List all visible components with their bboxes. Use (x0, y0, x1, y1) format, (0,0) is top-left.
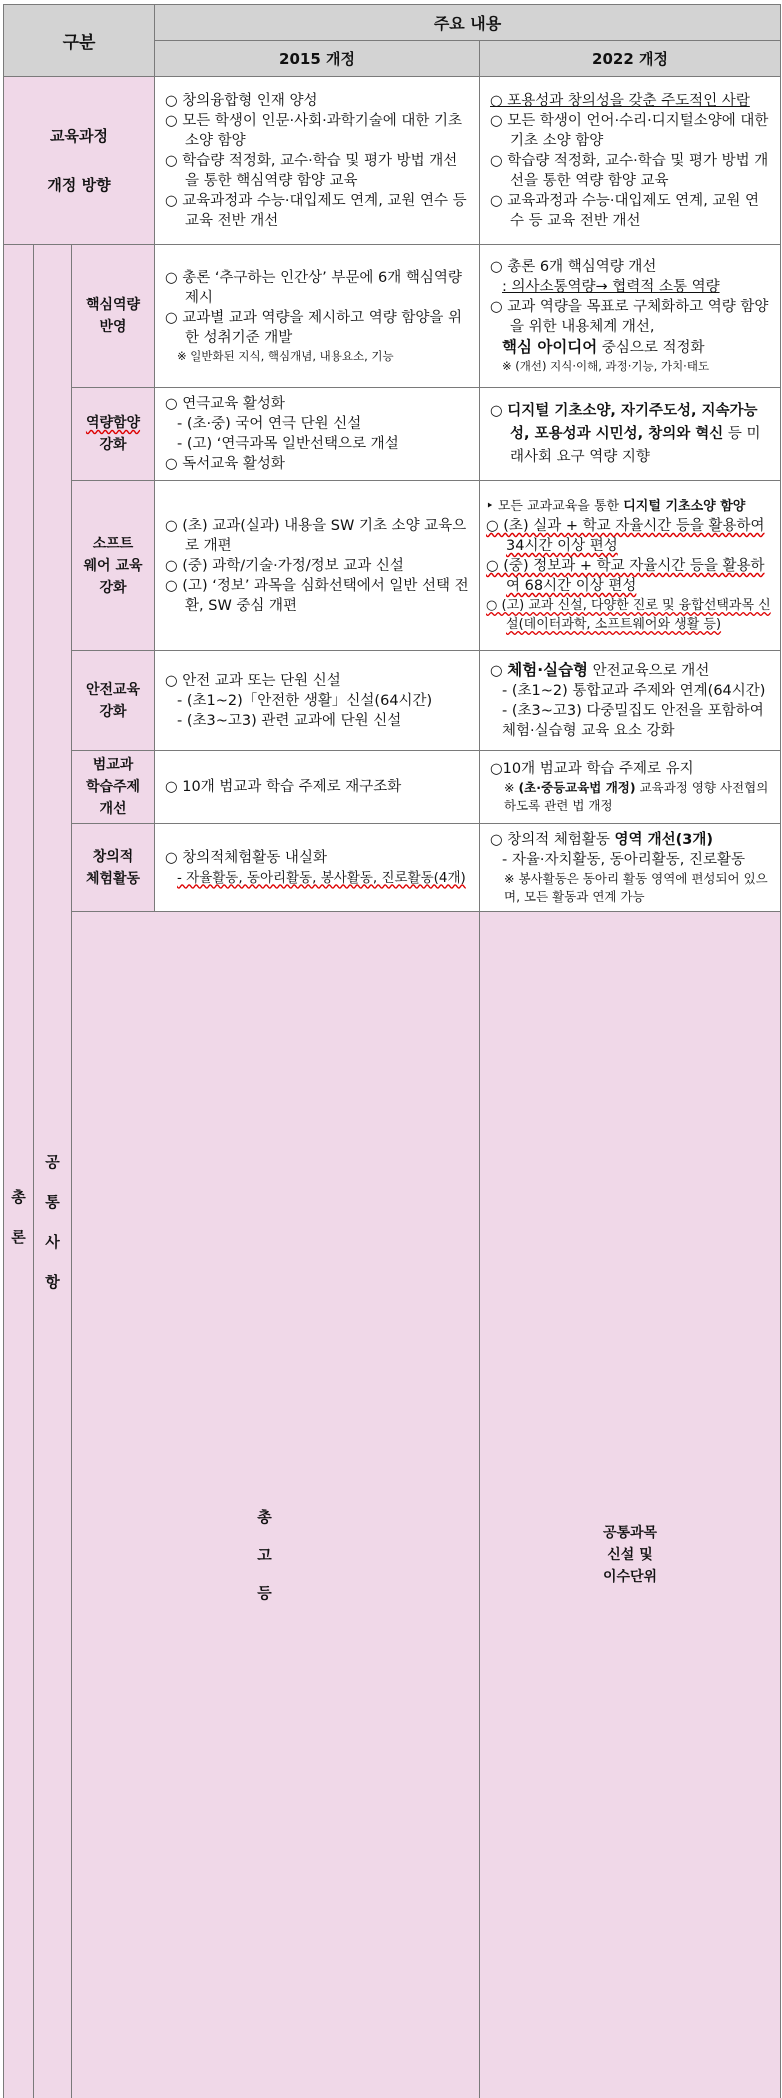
label-highschool-2: 신설 및 (480, 1544, 780, 1566)
cell-crosscurr-2015 (155, 751, 480, 824)
text: ‣ 모든 교과교육을 통한 (486, 499, 623, 514)
label-crosscurr-2: 학습주제 (72, 776, 154, 798)
keyword: 영역 개선(3개) (615, 832, 713, 848)
label-software-2: 웨어 교육 (72, 555, 154, 577)
cell-competency-2015 (155, 245, 480, 388)
list-item: ○ 창의융합형 인재 양성 (165, 91, 471, 111)
cell-capacity-2015 (155, 388, 480, 481)
text: ○ 창의적 체험활동 (490, 832, 615, 848)
list-item: ○ 교육과정과 수능·대입제도 연계, 교원 연수 등 교육 전반 개선 (165, 191, 471, 231)
label-crosscurr-1: 범교과 (72, 754, 154, 776)
cell-creative-2015 (155, 824, 480, 912)
header-2015: 2015 개정 (155, 41, 480, 77)
cell-software-2015 (155, 481, 480, 651)
list-item: ○ 모든 학생이 인문·사회·과학기술에 대한 기초 소양 함양 (165, 111, 471, 151)
label-competency (72, 245, 155, 388)
list-item: ○ (초) 실과 + 학교 자율시간 등을 활용하여 34시간 이상 편성 (486, 516, 772, 556)
label-direction-2: 개정 방향 (4, 174, 154, 197)
text: 등 미래사회 요구 역량 지향 (510, 426, 761, 465)
list-item: - (초3~고3) 다중밀집도 안전을 포함하여 체험·실습형 교육 요소 강화 (490, 701, 772, 741)
list-item: ○ (고) 교과 신설, 다양한 진로 및 융합선택과목 신설(데이터과학, 소프트웨어와 생활 등) (486, 596, 772, 634)
label-safety (72, 651, 155, 751)
label-highschool-1: 공통과목 (480, 1522, 780, 1544)
note: ※ 일반화된 지식, 핵심개념, 내용요소, 기능 (165, 348, 471, 365)
list-item: - (초1~2)「안전한 생활」신설(64시간) (165, 691, 471, 711)
label-software (72, 481, 155, 651)
label-direction-1: 교육과정 (4, 125, 154, 148)
chonggo-text: 총고등 (246, 1498, 306, 1612)
list-item: ○ 독서교육 활성화 (165, 454, 471, 474)
cell-direction-2022 (480, 77, 781, 245)
cell-safety-2015 (155, 651, 480, 751)
row-capacity (4, 388, 781, 481)
cell-safety-2022 (480, 651, 781, 751)
list-item: - (고) ‘연극과목 일반선택으로 개설 (165, 434, 471, 454)
cell-direction-2015 (155, 77, 480, 245)
list-item: ○ 학습량 적정화, 교수·학습 및 평가 방법 개선을 통한 역량 함양 교육 (490, 151, 772, 191)
label-crosscurr-3: 개선 (72, 798, 154, 820)
note: ※ 봉사활동은 동아리 활동 영역에 편성되어 있으며, 모든 활동과 연계 가능 (490, 870, 772, 906)
list-item: - (초1~2) 통합교과 주제와 연계(64시간) (490, 681, 772, 701)
label-creative (72, 824, 155, 912)
list-item: ○ 모든 학생이 언어·수리·디지털소양에 대한 기초 소양 함양 (490, 111, 772, 151)
cell-competency-2022 (480, 245, 781, 388)
list-item: ○ 학습량 적정화, 교수·학습 및 평가 방법 개선을 통한 핵심역량 함양 교육 (165, 151, 471, 191)
label-direction (4, 77, 155, 245)
label-highschool (480, 912, 781, 2098)
bullet: ○ (490, 403, 507, 419)
row-competency (4, 245, 781, 388)
cell-creative-2022 (480, 824, 781, 912)
note-mark: ※ (504, 780, 518, 795)
label-capacity (72, 388, 155, 481)
label-safety-2: 강화 (72, 701, 154, 723)
label-chonggo (72, 912, 480, 2098)
row-direction (4, 77, 781, 245)
header-gubun: 구분 (4, 5, 155, 77)
label-software-1: 소프트 (72, 533, 154, 555)
label-gongtong (34, 245, 72, 2098)
curriculum-comparison-table (3, 4, 781, 2098)
cell-software-2022 (480, 481, 781, 651)
label-competency-1: 핵심역량 (72, 294, 154, 316)
list-item: ○ 교과 역량을 목표로 구체화하고 역량 함양을 위한 내용체계 개선, (490, 297, 772, 337)
list-item: ○ (중) 과학/기술·가정/정보 교과 신설 (165, 556, 471, 576)
list-item: ○ 10개 범교과 학습 주제로 재구조화 (165, 777, 471, 797)
bullet: ○ (490, 663, 507, 679)
list-item: - (초·중) 국어 연극 단원 신설 (165, 414, 471, 434)
cell-capacity-2022 (480, 388, 781, 481)
label-chongron (4, 245, 34, 2098)
list-item: ○ 총론 ‘추구하는 인간상’ 부문에 6개 핵심역량 제시 (165, 268, 471, 308)
list-item: - 자율활동, 동아리활동, 봉사활동, 진로활동(4개) (165, 868, 471, 888)
note: ※ (개선) 지식·이해, 과정·기능, 가치·태도 (490, 358, 772, 375)
label-creative-2: 체험활동 (72, 868, 154, 890)
list-item: - (초3~고3) 관련 교과에 단원 신설 (165, 711, 471, 731)
list-item: ○ 연극교육 활성화 (165, 394, 471, 414)
keyword: 디지털 기초소양, 자기주도성, 지속가능성, 포용성과 시민성, 창의와 혁신 (507, 403, 757, 442)
list-item: ○ 안전 교과 또는 단원 신설 (165, 671, 471, 691)
list-item: ○ (초) 교과(실과) 내용을 SW 기초 소양 교육으로 개편 (165, 516, 471, 556)
row-crosscurr (4, 751, 781, 824)
list-item: ○ (고) ‘정보’ 과목을 심화선택에서 일반 선택 전환, SW 중심 개편 (165, 576, 471, 616)
list-item: : 의사소통역량→ 협력적 소통 역량 (490, 277, 772, 297)
text: 안전교육으로 개선 (588, 663, 709, 679)
text: 중심으로 적정화 (597, 340, 704, 356)
text: 교육과정 영향 사전협의하도록 관련 법 개정 (504, 780, 768, 813)
label-safety-1: 안전교육 (72, 679, 154, 701)
label-creative-1: 창의적 (72, 846, 154, 868)
keyword: (초·중등교육법 개정) (518, 780, 635, 795)
list-item: ○ (중) 정보과 + 학교 자율시간 등을 활용하여 68시간 이상 편성 (486, 556, 772, 596)
row-creative (4, 824, 781, 912)
list-item: ○10개 범교과 학습 주제로 유지 (490, 759, 772, 779)
header-2022: 2022 개정 (480, 41, 781, 77)
label-highschool-3: 이수단위 (480, 1566, 780, 1588)
label-capacity-1: 역량함양 (72, 412, 154, 434)
chongron-text: 총론 (11, 1177, 27, 1257)
list-item: ○ 총론 6개 핵심역량 개선 (490, 257, 772, 277)
list-item: ○ 교과별 교과 역량을 제시하고 역량 함양을 위한 성취기준 개발 (165, 308, 471, 348)
list-item: ○ 창의적체험활동 내실화 (165, 848, 471, 868)
label-crosscurr (72, 751, 155, 824)
keyword: 체험·실습형 (507, 661, 588, 679)
gongtong-text: 공통사항 (45, 1142, 61, 1302)
list-item: ○ 포용성과 창의성을 갖춘 주도적인 사람 (490, 91, 772, 111)
list-item: ○ 교육과정과 수능·대입제도 연계, 교원 연수 등 교육 전반 개선 (490, 191, 772, 231)
row-highschool (4, 912, 781, 2098)
row-safety (4, 651, 781, 751)
keyword: 디지털 기초소양 함양 (623, 499, 745, 514)
cell-crosscurr-2022 (480, 751, 781, 824)
header-main-content: 주요 내용 (155, 5, 781, 41)
label-software-3: 강화 (72, 577, 154, 599)
label-competency-2: 반영 (72, 316, 154, 338)
keyword: 핵심 아이디어 (502, 338, 597, 356)
row-software (4, 481, 781, 651)
label-capacity-2: 강화 (72, 434, 154, 456)
list-item: - 자율·자치활동, 동아리활동, 진로활동 (490, 850, 772, 870)
